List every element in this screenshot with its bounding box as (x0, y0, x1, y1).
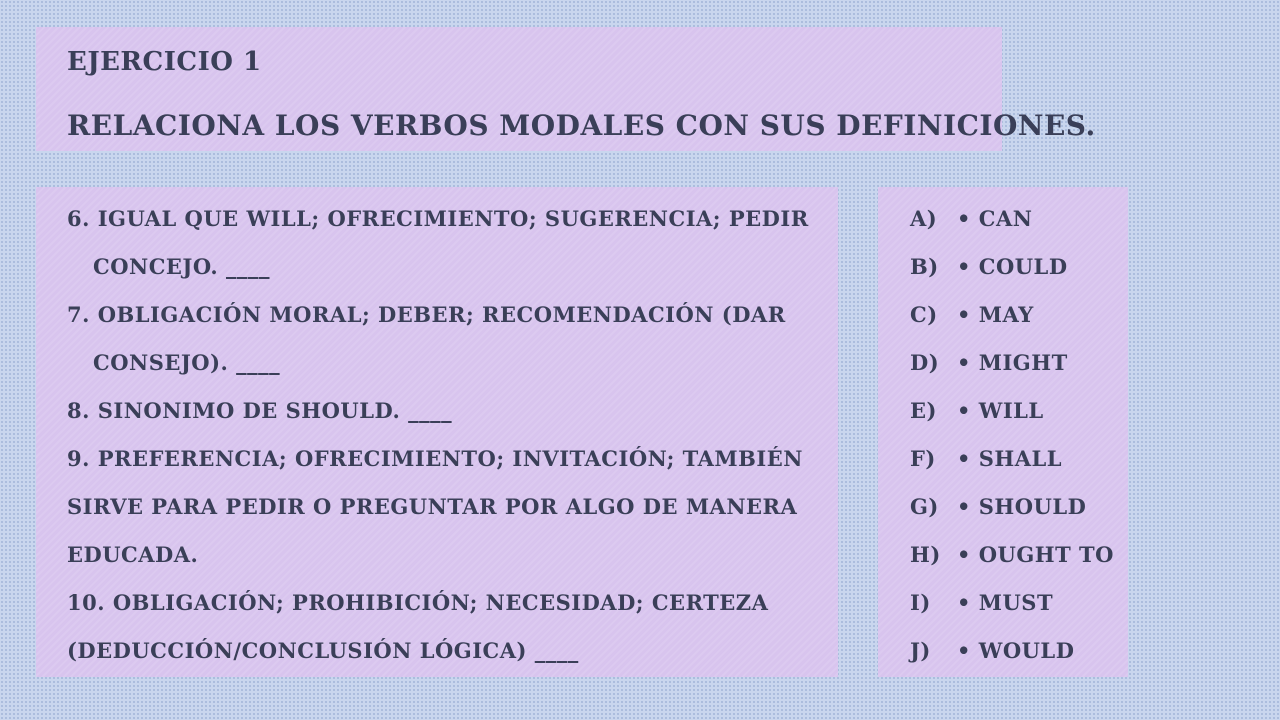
title-panel (36, 27, 1096, 151)
definition-line: SIRVE PARA PEDIR O PREGUNTAR POR ALGO DE MANERA (67, 494, 798, 519)
definition-line: CONCEJO. ____ (93, 254, 271, 279)
option-letter: A) (910, 206, 938, 231)
option-word: • SHOULD (957, 494, 1087, 519)
option-letter: J) (910, 638, 931, 663)
option-word: • WILL (957, 398, 1044, 423)
definition-line: 10. OBLIGACIÓN; PROHIBICIÓN; NECESIDAD; CERTEZA (67, 590, 769, 615)
exercise-instructions: RELACIONA LOS VERBOS MODALES CON SUS DEFINICIONES. (67, 109, 1096, 142)
option-letter: C) (910, 302, 938, 327)
option-letter: H) (910, 542, 941, 567)
option-letter: B) (910, 254, 939, 279)
option-letter: D) (910, 350, 940, 375)
definition-line: CONSEJO). ____ (93, 350, 281, 375)
option-word: • OUGHT TO (957, 542, 1114, 567)
option-word: • COULD (957, 254, 1068, 279)
option-word: • CAN (957, 206, 1033, 231)
exercise-heading: EJERCICIO 1 (67, 47, 262, 77)
definition-line: EDUCADA. (67, 542, 199, 567)
option-letter: E) (910, 398, 937, 423)
definition-line: 6. IGUAL QUE WILL; OFRECIMIENTO; SUGERENCIA; PEDIR (67, 206, 809, 231)
option-word: • MAY (957, 302, 1034, 327)
option-word: • MIGHT (957, 350, 1068, 375)
options-panel (878, 187, 1128, 677)
definition-line: 9. PREFERENCIA; OFRECIMIENTO; INVITACIÓN; TAMBIÉN (67, 446, 803, 471)
option-word: • MUST (957, 590, 1054, 615)
option-word: • SHALL (957, 446, 1063, 471)
definitions-panel (36, 187, 838, 677)
option-letter: G) (910, 494, 939, 519)
definition-line: 7. OBLIGACIÓN MORAL; DEBER; RECOMENDACIÓN (DAR (67, 302, 786, 327)
option-word: • WOULD (957, 638, 1075, 663)
option-letter: F) (910, 446, 936, 471)
definition-line: 8. SINONIMO DE SHOULD. ____ (67, 398, 453, 423)
option-letter: I) (910, 590, 931, 615)
definition-line: (DEDUCCIÓN/CONCLUSIÓN LÓGICA) ____ (67, 638, 579, 663)
